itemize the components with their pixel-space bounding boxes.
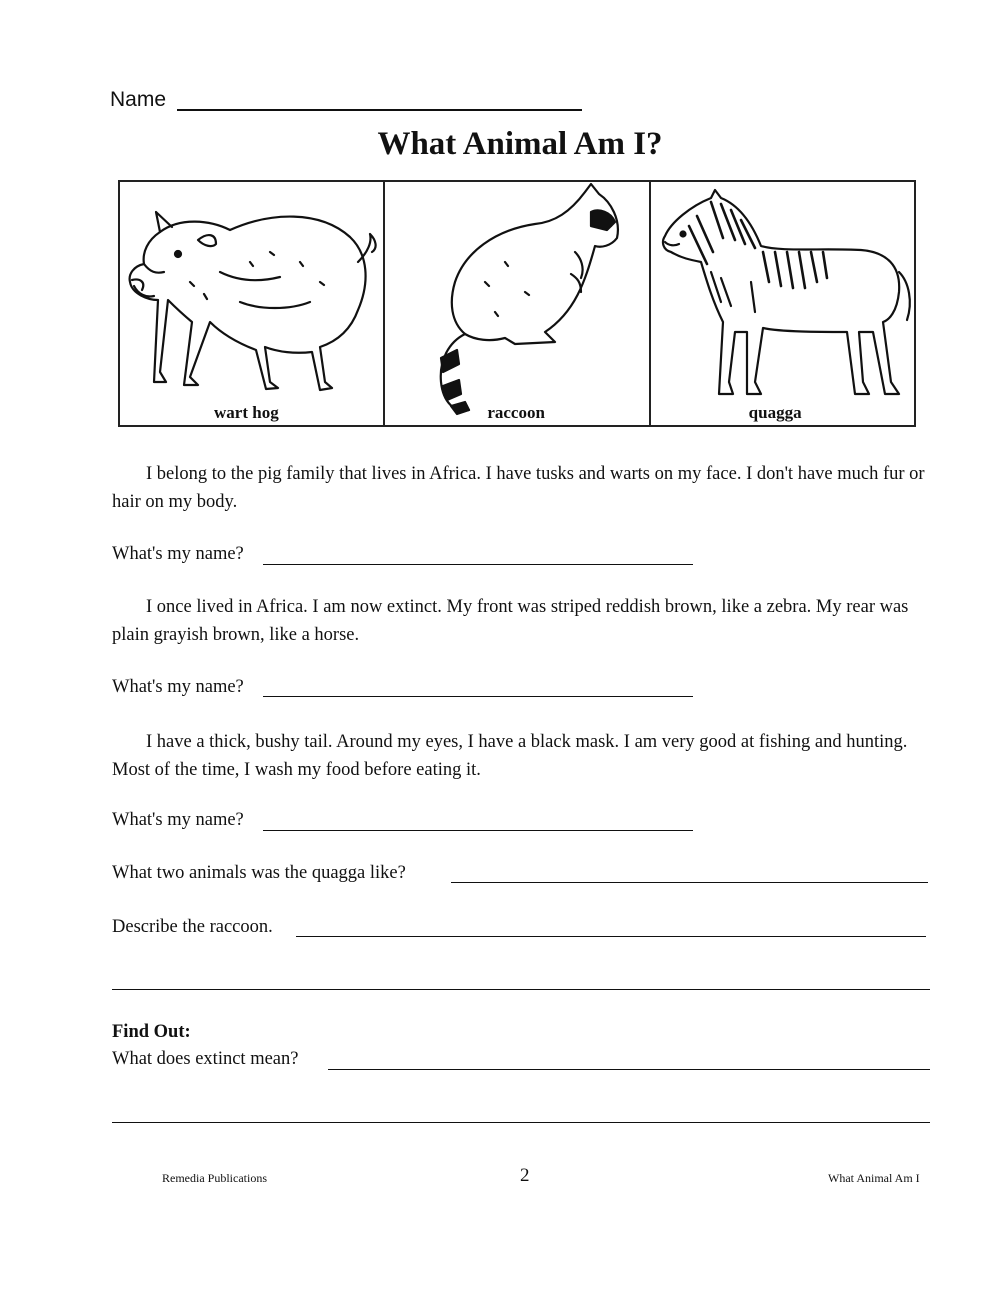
describe-raccoon-question: Describe the raccoon. <box>112 917 273 937</box>
wart-hog-illustration <box>120 182 386 425</box>
describe-raccoon-answer-field-2[interactable] <box>112 989 930 990</box>
passage-2-question: What's my name? <box>112 677 244 697</box>
panel-raccoon <box>385 182 650 425</box>
extinct-question: What does extinct mean? <box>112 1049 299 1069</box>
passage-3-text: I have a thick, bushy tail. Around my eyes, I have a black mask. I am very good at fishing and hunting. Most of the time, I wash my food before eating it. <box>112 732 908 780</box>
panel-quagga <box>651 182 914 425</box>
find-out-heading: Find Out: <box>112 1022 191 1042</box>
passage-1-question: What's my name? <box>112 544 244 564</box>
extinct-answer-field-2[interactable] <box>112 1122 930 1123</box>
passage-3-question: What's my name? <box>112 810 244 830</box>
footer-book-title: What Animal Am I <box>828 1171 920 1185</box>
quagga-illustration <box>651 182 917 425</box>
caption-quagga: quagga <box>748 403 802 422</box>
passage-1-text: I belong to the pig family that lives in Africa. I have tusks and warts on my face. I don't have much fur or hair on my body. <box>112 464 925 512</box>
passage-1-answer-field[interactable] <box>263 564 693 565</box>
caption-wart-hog: wart hog <box>214 403 279 422</box>
passage-2-text: I once lived in Africa. I am now extinct. My front was striped reddish brown, like a zebra. My rear was plain grayish brown, like a horse. <box>112 597 909 645</box>
page-number: 2 <box>520 1165 530 1186</box>
caption-raccoon: raccoon <box>487 403 545 422</box>
name-field[interactable] <box>177 109 582 111</box>
page-title: What Animal Am I? <box>377 126 663 162</box>
quagga-like-question: What two animals was the quagga like? <box>112 863 406 883</box>
name-label: Name <box>110 88 167 111</box>
quagga-like-answer-field[interactable] <box>451 882 928 883</box>
passage-2-answer-field[interactable] <box>263 696 693 697</box>
extinct-answer-field[interactable] <box>328 1069 930 1070</box>
footer-publisher: Remedia Publications <box>162 1171 267 1185</box>
animal-picture-panel <box>118 180 916 427</box>
passage-3-answer-field[interactable] <box>263 830 693 831</box>
raccoon-illustration <box>385 182 651 425</box>
panel-wart-hog <box>120 182 385 425</box>
describe-raccoon-answer-field[interactable] <box>296 936 926 937</box>
